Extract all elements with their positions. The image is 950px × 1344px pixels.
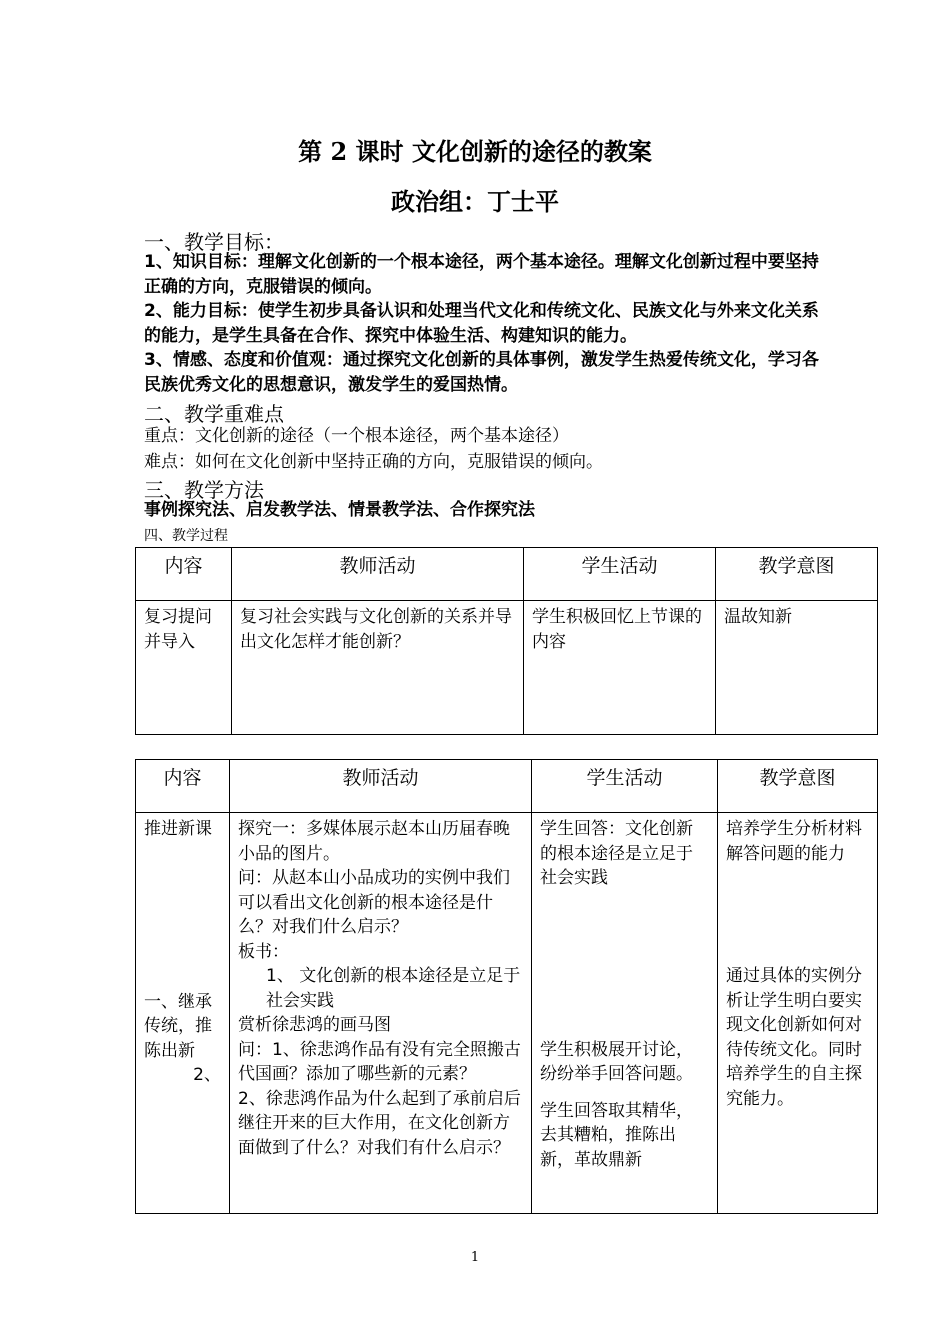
page-title: 第 2 课时 文化创新的途径的教案 (298, 137, 652, 166)
header-student: 学生活动 (532, 760, 718, 813)
process-table-2 (135, 759, 878, 1214)
goals-heading: 一、教学目标： (144, 230, 284, 254)
difficult-point: 难点：如何在文化创新中坚持正确的方向，克服错误的倾向。 (144, 452, 603, 472)
cell-student: 学生积极回忆上节课的内容 (524, 601, 716, 735)
student-discussion: 学生积极展开讨论，纷纷举手回答问题。 (540, 1039, 693, 1084)
header-content: 内容 (136, 760, 230, 813)
teacher-question-3: 2、徐悲鸿作品为什么起到了承前启后继往开来的巨大作用，在文化创新方面做到了什么？对我们有什么启示？ (238, 1088, 521, 1158)
content-advance: 推进新课 (144, 819, 212, 839)
student-answer-1: 学生回答：文化创新的根本途径是立足于社会实践 (540, 819, 693, 888)
cell-intent (718, 813, 878, 1214)
header-content: 内容 (136, 548, 232, 601)
teacher-question-1: 问：从赵本山小品成功的实例中我们可以看出文化创新的根本途径是什么？对我们什么启示？ (238, 868, 510, 937)
process-heading: 四、教学过程 (144, 528, 228, 544)
cell-teacher (230, 813, 532, 1214)
header-student: 学生活动 (524, 548, 716, 601)
header-teacher: 教师活动 (232, 548, 524, 601)
method-heading: 三、教学方法 (144, 478, 264, 502)
methods-text: 事例探究法、启发教学法、情景教学法、合作探究法 (144, 500, 535, 520)
cell-content: 复习提问并导入 (136, 601, 232, 735)
process-table-1 (135, 547, 878, 735)
page-number: 1 (470, 1250, 480, 1265)
cell-content (136, 813, 230, 1214)
teacher-explore: 探究一：多媒体展示赵本山历届春晚小品的图片。 (238, 819, 510, 864)
cell-intent: 温故知新 (716, 601, 878, 735)
student-answer-2: 学生回答取其精华，去其糟粕，推陈出新，革故鼎新 (540, 1100, 693, 1170)
content-inherit: 一、继承传统，推陈出新 (144, 991, 212, 1061)
intent-2: 通过具体的实例分析让学生明白要实现文化创新如何对待传统文化。同时培养学生的自主探究能力。 (726, 966, 862, 1109)
intent-1: 培养学生分析材料解答问题的能力 (726, 819, 862, 864)
content-number: 2、 (193, 1065, 221, 1085)
teacher-question-2: 问：1、徐悲鸿作品有没有完全照搬古代国画？添加了哪些新的元素？ (238, 1039, 521, 1084)
key-heading: 二、教学重难点 (144, 402, 284, 426)
header-intent: 教学意图 (716, 548, 878, 601)
teacher-board-point: 1、 文化创新的根本途径是立足于社会实践 (266, 966, 521, 1011)
teacher-board: 板书： (238, 941, 289, 962)
teacher-appreciate: 赏析徐悲鸿的画马图 (238, 1015, 391, 1035)
header-intent: 教学意图 (718, 760, 878, 813)
goal-emotion: 3、情感、态度和价值观：通过探究文化创新的具体事例，激发学生热爱传统文化，学习各民族优秀文化的思想意识，激发学生的爱国热情。 (144, 350, 819, 395)
goal-knowledge: 1、知识目标：理解文化创新的一个根本途径，两个基本途径。理解文化创新过程中要坚持正确的方向，克服错误的倾向。 (144, 252, 819, 297)
cell-student (532, 813, 718, 1214)
header-teacher: 教师活动 (230, 760, 532, 813)
author-line: 政治组：丁士平 (391, 187, 559, 216)
cell-teacher: 复习社会实践与文化创新的关系并导出文化怎样才能创新？ (232, 601, 524, 735)
goal-ability: 2、能力目标：使学生初步具备认识和处理当代文化和传统文化、民族文化与外来文化关系的能力，是学生具备在合作、探究中体验生活、构建知识的能力。 (144, 301, 819, 346)
key-point: 重点：文化创新的途径（一个根本途径，两个基本途径） (144, 426, 569, 446)
